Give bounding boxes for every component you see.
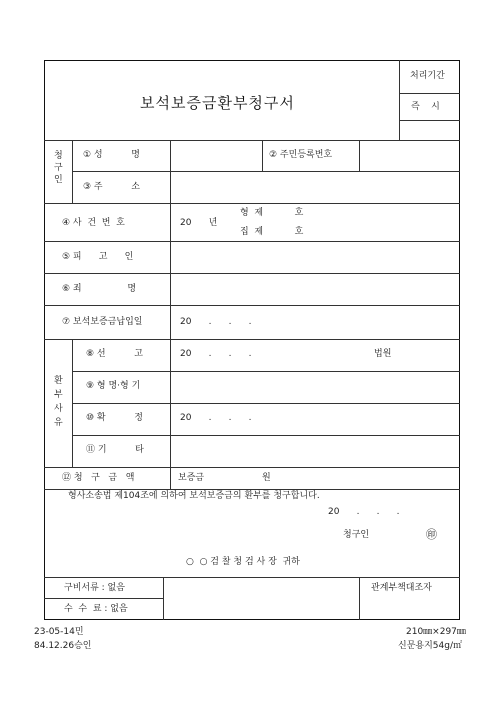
rrn-label: ② 주민등록번호 — [269, 150, 333, 160]
addressee: ○ ○ 검 찰 청 검 사 장 귀하 — [186, 557, 300, 567]
case-jipje[interactable]: 집 제 호 — [240, 227, 304, 237]
grid-vline — [262, 140, 263, 172]
statement-text: 형사소송법 제104조에 의하여 보석보증금의 환부를 청구합니다. — [68, 491, 320, 501]
grid-line — [44, 339, 460, 340]
grid-line — [44, 577, 460, 578]
defendant-field[interactable] — [172, 243, 458, 272]
outer-border-bottom — [44, 619, 460, 620]
address-label: ③ 주 소 — [83, 182, 140, 192]
grid-line — [44, 305, 460, 306]
claimant-group-label: 청 구 인 — [54, 151, 63, 185]
case-hyeongje[interactable]: 형 제 호 — [240, 208, 304, 218]
outer-border-top — [44, 60, 460, 61]
outer-border-left — [44, 60, 45, 620]
grid-line — [44, 489, 460, 490]
grid-line — [44, 598, 163, 599]
grid-vline — [359, 577, 360, 620]
amount-prefix: 보증금 — [178, 473, 205, 483]
period-box-left — [399, 60, 400, 140]
charge-field[interactable] — [172, 275, 458, 304]
other-label: ⑪ 기 타 — [86, 445, 144, 455]
related-label: 관계부책대조자 — [371, 583, 432, 593]
fee-label: 수 수 료 : 없음 — [64, 604, 128, 614]
grid-vline — [163, 577, 164, 620]
processing-period-label: 처리기간 — [410, 71, 445, 81]
period-box-bottom — [399, 120, 460, 121]
sentence-date[interactable]: 20 . . . — [180, 349, 252, 359]
rrn-field[interactable] — [361, 142, 458, 170]
processing-period-value: 즉 시 — [411, 102, 440, 112]
amount-label: ⑫ 청 구 금 액 — [62, 473, 135, 483]
grid-vline — [359, 140, 360, 172]
sentence-label: ⑧ 선 고 — [86, 349, 143, 359]
case-year[interactable]: 20 년 — [180, 218, 218, 228]
paper-type: 신문용지54g/㎡ — [398, 641, 462, 651]
grid-line — [72, 403, 460, 404]
grid-vline — [72, 339, 73, 468]
paper-size: 210㎜×297㎜ — [406, 627, 466, 637]
grid-line — [72, 435, 460, 436]
form-title: 보석보증금환부청구서 — [140, 94, 295, 112]
other-field[interactable] — [172, 437, 458, 466]
form-number: 23-05-14민 — [34, 627, 84, 637]
seal-mark: ㊞ — [426, 528, 437, 541]
deposit-date-value[interactable]: 20 . . . — [180, 317, 252, 327]
final-date[interactable]: 20 . . . — [180, 413, 252, 423]
claimant-sign-label: 청구인 — [343, 530, 370, 540]
grid-line — [72, 371, 460, 372]
penalty-field[interactable] — [172, 373, 458, 402]
final-label: ⑩ 확 정 — [86, 413, 143, 423]
address-field[interactable] — [172, 173, 458, 202]
court-label: 법원 — [374, 349, 392, 359]
amount-unit: 원 — [262, 473, 271, 483]
documents-label: 구비서류 : 없음 — [64, 583, 125, 593]
approval-date: 84.12.26승인 — [34, 641, 92, 651]
date-line[interactable]: 20 . . . — [328, 507, 400, 517]
grid-vline — [72, 140, 73, 204]
grid-line — [44, 467, 460, 468]
grid-line — [44, 203, 460, 204]
name-field[interactable] — [172, 142, 260, 170]
outer-border-right — [459, 60, 460, 620]
period-box-mid — [399, 93, 460, 94]
refund-group-label: 환 부 사 유 — [54, 376, 63, 428]
grid-line — [44, 273, 460, 274]
penalty-label: ⑨ 형 명·형 기 — [86, 381, 141, 391]
deposit-date-label: ⑦ 보석보증금납입일 — [62, 317, 143, 327]
grid-line — [44, 241, 460, 242]
case-number-label: ④ 사 건 번 호 — [62, 218, 125, 228]
grid-vline — [170, 140, 171, 490]
charge-label: ⑥ 죄 명 — [62, 284, 137, 294]
defendant-label: ⑤ 피 고 인 — [62, 252, 134, 262]
grid-line — [44, 140, 460, 141]
grid-line — [72, 171, 460, 172]
name-label: ① 성 명 — [83, 150, 140, 160]
